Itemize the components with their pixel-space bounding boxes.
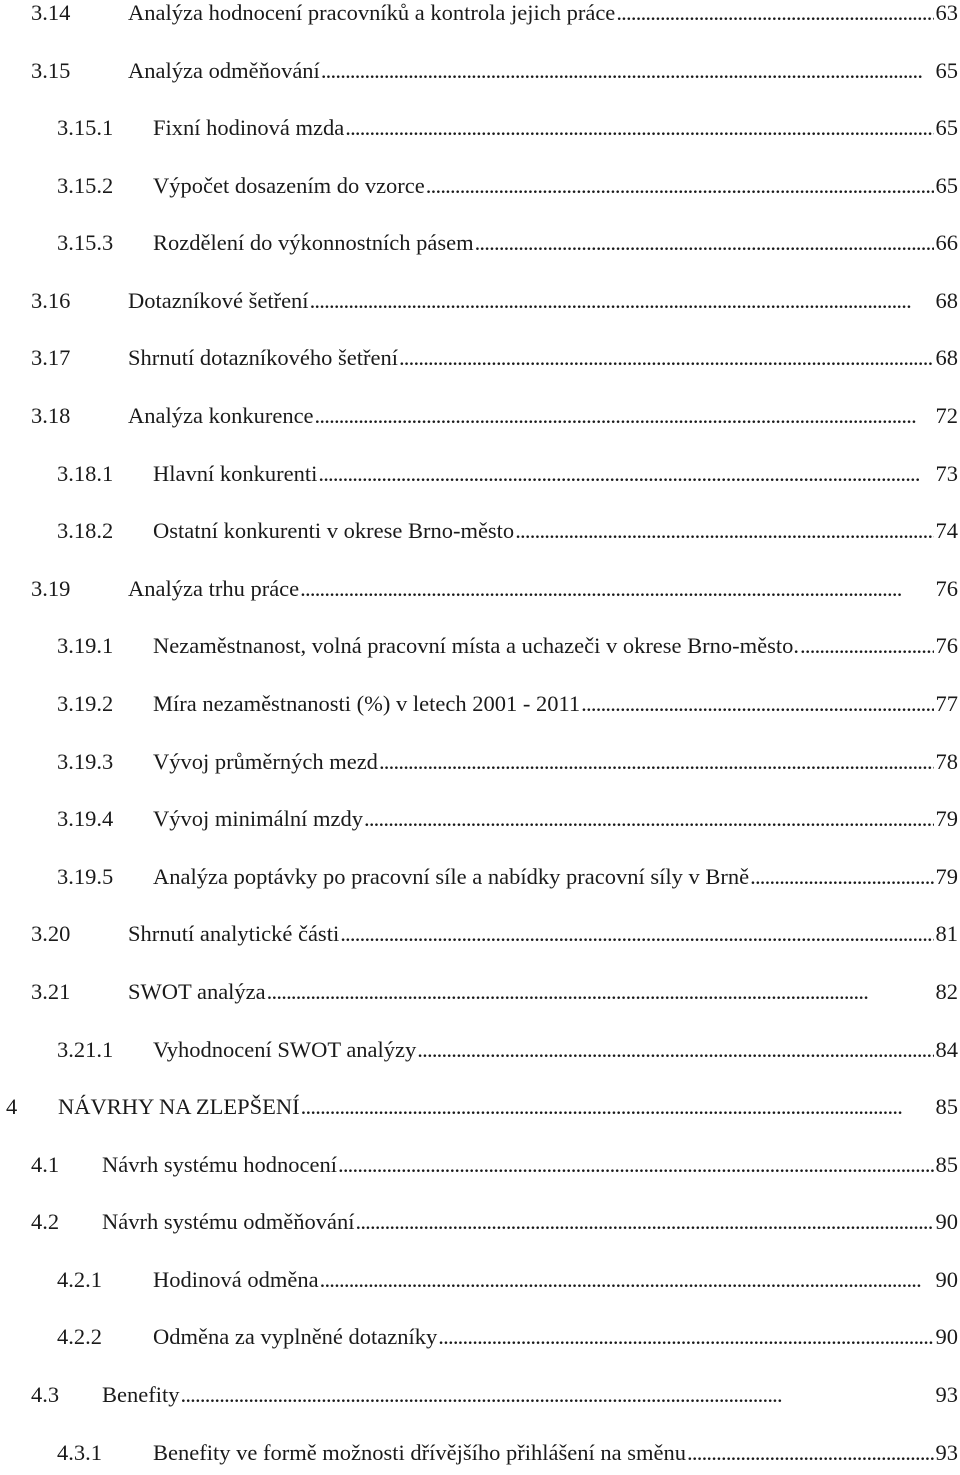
toc-entry-page: 65 (935, 173, 958, 198)
toc-entry-page: 78 (935, 749, 958, 774)
toc-entry-title: Analýza hodnocení pracovníků a kontrola jejich práce (128, 0, 616, 25)
toc-entry-title: Analýza trhu práce (128, 576, 300, 601)
toc-entry-page: 79 (935, 864, 958, 889)
toc-entry[interactable] (0, 1263, 960, 1297)
toc-entry-title: NÁVRHY NA ZLEPŠENÍ (58, 1094, 300, 1119)
toc-entry[interactable] (0, 1090, 960, 1124)
dot-leader (267, 975, 934, 1009)
dot-leader (475, 226, 934, 260)
toc-entry-number: 3.15.2 (57, 173, 114, 198)
toc-entry[interactable] (0, 284, 960, 318)
toc-entry-page: 73 (935, 461, 958, 486)
toc-entry-title: Benefity (102, 1382, 180, 1407)
toc-entry-page: 85 (935, 1152, 958, 1177)
toc-entry[interactable] (0, 572, 960, 606)
toc-entry-page: 81 (935, 921, 958, 946)
toc-entry-page: 63 (935, 0, 958, 25)
toc-entry[interactable] (0, 687, 960, 721)
toc-entry-title: Benefity ve formě možnosti dřívějšího přihlášení na směnu (153, 1440, 687, 1465)
toc-entry[interactable] (0, 54, 960, 88)
toc-entry-number: 3.16 (31, 288, 71, 313)
toc-entry-title: Vyhodnocení SWOT analýzy (153, 1037, 417, 1062)
toc-entry-page: 66 (935, 230, 958, 255)
dot-leader (318, 457, 933, 491)
dot-leader (379, 745, 934, 779)
toc-entry[interactable] (0, 341, 960, 375)
toc-entry-title: Hodinová odměna (153, 1267, 319, 1292)
toc-entry-number: 4.3.1 (57, 1440, 102, 1465)
toc-entry-page: 68 (935, 345, 958, 370)
toc-entry[interactable] (0, 802, 960, 836)
toc-entry-number: 3.19.2 (57, 691, 114, 716)
toc-entry-title: Dotazníkové šetření (128, 288, 309, 313)
toc-entry-page: 93 (935, 1440, 958, 1465)
toc-entry-title: Nezaměstnanost, volná pracovní místa a uchazeči v okrese Brno-město. (153, 633, 800, 658)
toc-entry-page: 90 (935, 1324, 958, 1349)
dot-leader (687, 1436, 933, 1470)
toc-entry[interactable] (0, 917, 960, 951)
toc-entry-page: 76 (935, 633, 958, 658)
toc-entry-number: 3.18.2 (57, 518, 114, 543)
toc-entry-number: 4.1 (31, 1152, 60, 1177)
toc-entry-title: Analýza odměňování (128, 58, 320, 83)
dot-leader (300, 572, 933, 606)
toc-entry[interactable] (0, 111, 960, 145)
toc-entry[interactable] (0, 514, 960, 548)
dot-leader (800, 629, 933, 663)
toc-entry-number: 4.2.2 (57, 1324, 102, 1349)
toc-entry[interactable] (0, 1436, 960, 1470)
dot-leader (338, 1148, 934, 1182)
toc-entry-number: 3.18.1 (57, 461, 114, 486)
dot-leader (438, 1320, 933, 1354)
toc-entry[interactable] (0, 1033, 960, 1067)
toc-entry-title: Vývoj minimální mzdy (153, 806, 363, 831)
toc-entry-page: 90 (935, 1209, 958, 1234)
toc-entry-number: 3.18 (31, 403, 71, 428)
dot-leader (750, 860, 933, 894)
toc-entry-number: 4 (6, 1094, 18, 1119)
toc-entry-title: Analýza poptávky po pracovní síle a nabídky pracovní síly v Brně (153, 864, 750, 889)
toc-entry-number: 3.17 (31, 345, 71, 370)
dot-leader (426, 169, 934, 203)
toc-entry-page: 74 (935, 518, 958, 543)
toc-entry-title: Výpočet dosazením do vzorce (153, 173, 425, 198)
toc-entry-number: 4.3 (31, 1382, 60, 1407)
toc-entry-page: 65 (935, 58, 958, 83)
toc-entry-number: 3.19.3 (57, 749, 114, 774)
toc-entry-number: 3.15.3 (57, 230, 114, 255)
toc-entry-page: 79 (935, 806, 958, 831)
toc-entry-number: 4.2 (31, 1209, 60, 1234)
toc-entry-page: 77 (935, 691, 958, 716)
toc-entry-title: SWOT analýza (128, 979, 266, 1004)
toc-entry-page: 84 (935, 1037, 958, 1062)
toc-entry[interactable] (0, 226, 960, 260)
toc-entry-title: Odměna za vyplněné dotazníky (153, 1324, 438, 1349)
toc-entry[interactable] (0, 169, 960, 203)
toc-entry-page: 82 (935, 979, 958, 1004)
toc-entry-number: 3.15 (31, 58, 71, 83)
toc-entry-number: 3.19 (31, 576, 71, 601)
toc-entry[interactable] (0, 860, 960, 894)
toc-entry[interactable] (0, 1320, 960, 1354)
toc-entry-number: 3.19.5 (57, 864, 114, 889)
toc-entry[interactable] (0, 457, 960, 491)
dot-leader (345, 111, 933, 145)
dot-leader (417, 1033, 933, 1067)
toc-entry-page: 65 (935, 115, 958, 140)
toc-entry[interactable] (0, 745, 960, 779)
toc-entry-page: 85 (935, 1094, 958, 1119)
toc-entry-title: Shrnutí dotazníkového šetření (128, 345, 398, 370)
dot-leader (399, 341, 934, 375)
dot-leader (180, 1378, 933, 1412)
dot-leader (320, 1263, 934, 1297)
dot-leader (515, 514, 933, 548)
toc-entry-number: 3.20 (31, 921, 71, 946)
toc-entry-number: 3.14 (31, 0, 71, 25)
toc-entry-page: 93 (935, 1382, 958, 1407)
toc-entry-page: 90 (935, 1267, 958, 1292)
dot-leader (310, 284, 934, 318)
toc-entry[interactable] (0, 1378, 960, 1412)
dot-leader (616, 0, 933, 30)
toc-entry-title: Hlavní konkurenti (153, 461, 318, 486)
toc-entry[interactable] (0, 1148, 960, 1182)
toc-entry-number: 3.21 (31, 979, 71, 1004)
toc-entry-title: Návrh systému odměňování (102, 1209, 355, 1234)
toc-entry-number: 3.19.1 (57, 633, 114, 658)
toc-entry[interactable] (0, 975, 960, 1009)
toc-entry-number: 3.21.1 (57, 1037, 114, 1062)
toc-entry[interactable] (0, 629, 960, 663)
dot-leader (340, 917, 933, 951)
dot-leader (301, 1090, 934, 1124)
toc-entry[interactable] (0, 0, 960, 30)
toc-entry-number: 3.19.4 (57, 806, 114, 831)
toc-entry[interactable] (0, 399, 960, 433)
toc-entry[interactable] (0, 1205, 960, 1239)
toc-entry-title: Rozdělení do výkonnostních pásem (153, 230, 474, 255)
toc-entry-title: Vývoj průměrných mezd (153, 749, 378, 774)
toc-entry-title: Fixní hodinová mzda (153, 115, 345, 140)
toc-entry-number: 3.15.1 (57, 115, 114, 140)
toc-entry-number: 4.2.1 (57, 1267, 102, 1292)
dot-leader (315, 399, 934, 433)
dot-leader (321, 54, 934, 88)
toc-entry-title: Míra nezaměstnanosti (%) v letech 2001 - 2011 (153, 691, 581, 716)
dot-leader (581, 687, 933, 721)
toc-entry-title: Shrnutí analytické části (128, 921, 340, 946)
dot-leader (355, 1205, 933, 1239)
toc-entry-page: 68 (935, 288, 958, 313)
toc-entry-title: Ostatní konkurenti v okrese Brno-město (153, 518, 515, 543)
toc-entry-title: Analýza konkurence (128, 403, 314, 428)
toc-entry-page: 72 (935, 403, 958, 428)
dot-leader (364, 802, 934, 836)
toc-entry-title: Návrh systému hodnocení (102, 1152, 337, 1177)
toc-entry-page: 76 (935, 576, 958, 601)
